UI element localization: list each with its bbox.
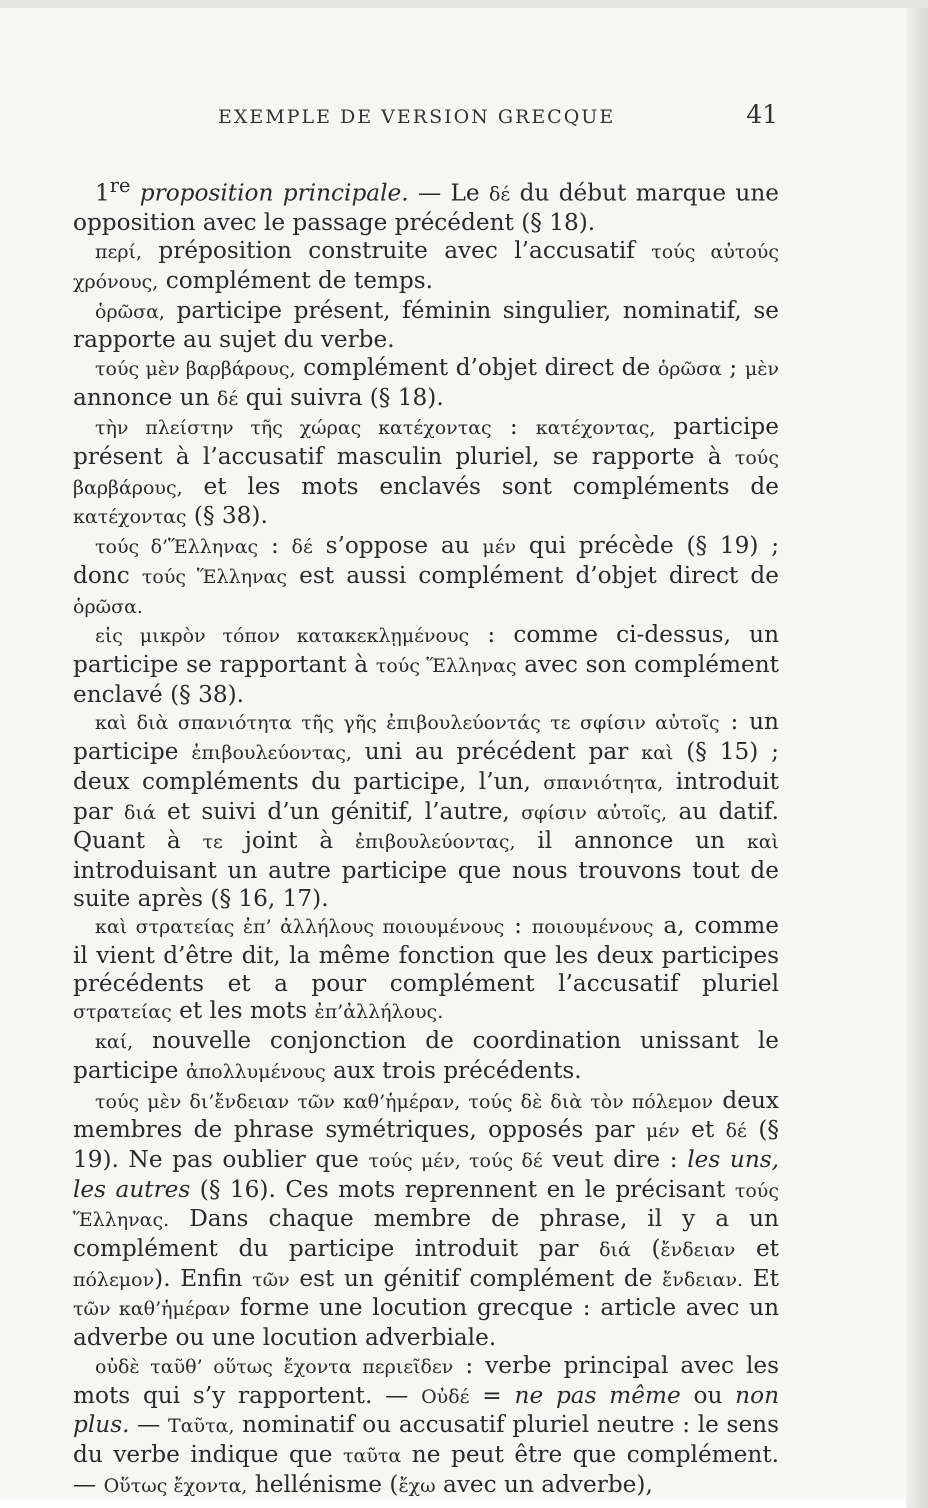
greek-run: διά bbox=[124, 801, 156, 824]
text-run: Dans chaque membre de phrase, il y a un complément du participe introduit par bbox=[73, 1205, 779, 1263]
greek-run: διά bbox=[599, 1239, 631, 1262]
text-run: préposition construite avec l’accusatif bbox=[142, 237, 652, 265]
text-run: qui précède (§ 19) ; donc bbox=[73, 532, 780, 589]
text-run: : bbox=[491, 413, 536, 441]
text-run: participe présent à l’accusatif masculin pluriel, se rapporte à bbox=[73, 413, 779, 471]
greek-run: εἰς μικρὸν τόπον κατακεκλῃμένους bbox=[95, 625, 470, 648]
greek-run: περί, bbox=[95, 241, 142, 264]
italic-run: proposition principale. bbox=[130, 179, 409, 207]
greek-run: ἐπιβουλεύοντας, bbox=[191, 742, 352, 765]
greek-run: μέν bbox=[645, 1120, 680, 1143]
text-run: : un participe bbox=[73, 708, 779, 766]
text-run: complément d’objet direct de bbox=[295, 353, 658, 381]
paragraph-2 bbox=[73, 237, 779, 296]
greek-run: κατέχοντας, bbox=[535, 417, 656, 440]
greek-run: οὐδὲ ταῦθ’ οὕτως ἔχοντα περιεῖδεν bbox=[95, 1355, 454, 1378]
greek-run: ταῦτα bbox=[343, 1444, 402, 1467]
greek-run: ποιουμένους bbox=[531, 916, 654, 939]
greek-run: τούς βαρβάρους, bbox=[73, 447, 779, 499]
greek-run: σπανιότητα, bbox=[543, 771, 664, 794]
text-run: : bbox=[504, 912, 532, 940]
greek-run: Οὐδέ bbox=[421, 1385, 470, 1408]
page-edge bbox=[906, 8, 928, 1508]
greek-run: τούς Ἕλληνας. bbox=[73, 1179, 779, 1232]
text-run: — Le bbox=[408, 179, 489, 207]
text-run: il annonce un bbox=[515, 827, 747, 855]
paragraph-12 bbox=[73, 1352, 779, 1501]
text-run: ; bbox=[721, 353, 745, 381]
paragraph-4 bbox=[73, 354, 779, 413]
paragraph-11 bbox=[73, 1087, 779, 1352]
greek-run: τούς Ἕλληνας bbox=[141, 565, 288, 588]
greek-run: δέ bbox=[725, 1120, 747, 1143]
text-run: et les mots enclavés sont compléments de bbox=[182, 472, 779, 500]
italic-run: non plus. bbox=[73, 1381, 779, 1439]
text-run: = bbox=[469, 1381, 515, 1409]
italic-run: ne pas même bbox=[514, 1381, 681, 1409]
text-run: (§ 15) ; deux compléments du participe, l’un, bbox=[73, 738, 779, 795]
text-run: uni au précédent par bbox=[351, 738, 642, 766]
paragraph-10 bbox=[73, 1027, 779, 1086]
greek-run: τε bbox=[202, 831, 223, 854]
text-run: avec un adverbe), bbox=[435, 1470, 653, 1498]
text-run: forme une locution grecque : article avec un adverbe ou une locution adverbiale. bbox=[73, 1294, 780, 1352]
text-run: a, comme il vient d’être dit, la même fonction que les deux participes précédents et a pour complément l’accusatif pluriel bbox=[73, 912, 779, 997]
greek-run: ἔνδειαν. bbox=[662, 1268, 744, 1291]
greek-run: καί, bbox=[95, 1031, 134, 1054]
text-run: deux membres de phrase symétriques, opposés par bbox=[73, 1086, 779, 1144]
text-run: (§ 38). bbox=[186, 502, 268, 530]
text-run: Et bbox=[743, 1264, 779, 1292]
text-run: veut dire : bbox=[542, 1145, 688, 1173]
paragraph-3 bbox=[73, 297, 779, 354]
greek-run: τῶν καθ’ἡμέραν bbox=[73, 1298, 231, 1321]
greek-run: κατέχοντας bbox=[73, 506, 187, 529]
italic-run: les uns, les autres bbox=[73, 1145, 780, 1203]
superscript: re bbox=[109, 174, 131, 197]
greek-run: καὶ στρατείας ἐπ’ ἀλλήλους ποιουμένους bbox=[95, 916, 505, 939]
text-run: est un génitif complément de bbox=[289, 1264, 663, 1292]
greek-run: τούς Ἕλληνας bbox=[375, 654, 517, 677]
text-run: ne peut être que complément. — bbox=[73, 1440, 780, 1498]
greek-run: δέ bbox=[291, 536, 313, 559]
text-run: avec son complément enclavé (§ 38). bbox=[73, 650, 779, 708]
paragraph-8 bbox=[73, 708, 779, 912]
text-run: est aussi complément d’objet direct de bbox=[287, 561, 779, 589]
text-run: au datif. Quant à bbox=[73, 797, 779, 855]
text-run: : comme ci-dessus, un participe se rapportant à bbox=[73, 621, 779, 678]
greek-run: στρατείας bbox=[73, 1001, 172, 1024]
greek-run: τὴν πλείστην τῆς χώρας κατέχοντας bbox=[95, 417, 492, 440]
greek-run: μέν bbox=[482, 536, 517, 559]
greek-run: τούς αὐτούς χρόνους, bbox=[73, 241, 779, 293]
greek-run: καὶ bbox=[641, 742, 674, 765]
paragraph-7 bbox=[73, 621, 779, 708]
greek-run: τῶν bbox=[252, 1268, 290, 1291]
text-run: et bbox=[679, 1116, 726, 1144]
greek-run: ὁρῶσα. bbox=[73, 595, 143, 618]
greek-run: τούς μέν, τούς δέ bbox=[368, 1149, 543, 1172]
text-run: ( bbox=[630, 1235, 661, 1263]
text-run: — bbox=[129, 1411, 169, 1439]
greek-run: καὶ διὰ σπανιότητα τῆς γῆς ἐπιβουλεύοντάς τε σφίσιν αὐτοῖς bbox=[95, 712, 720, 735]
text-run: du début marque une opposition avec le passage précédent (§ 18). bbox=[73, 179, 780, 237]
greek-run: ἐπ’ἀλλήλους. bbox=[314, 1001, 444, 1024]
text-run: joint à bbox=[222, 827, 355, 855]
body-text bbox=[73, 172, 779, 1500]
text-run: (§ 16). Ces mots reprennent en le précisant bbox=[190, 1175, 735, 1203]
greek-run: τούς δ’Ἕλληνας bbox=[95, 536, 259, 559]
greek-run: μὲν bbox=[744, 357, 779, 380]
text-run: qui suivra (§ 18). bbox=[238, 383, 444, 411]
paragraph-1 bbox=[73, 172, 779, 237]
greek-run: Ταῦτα, bbox=[168, 1415, 235, 1438]
text-run: ). Enfin bbox=[154, 1264, 253, 1292]
text-run: et les mots bbox=[171, 997, 315, 1025]
paragraph-9 bbox=[73, 912, 779, 1027]
greek-run: Οὕτως ἔχοντα, bbox=[103, 1474, 248, 1497]
greek-run: σφίσιν αὐτοῖς, bbox=[521, 801, 668, 824]
text-run: introduisant un autre participe que nous trouvons tout de suite après (§ 16, 17). bbox=[73, 856, 779, 912]
greek-run: ὁρῶσα bbox=[657, 357, 722, 380]
greek-run: ἐπιβουλεύοντας, bbox=[354, 831, 516, 854]
greek-run: τούς μὲν δι’ἔνδειαν τῶν καθ’ἡμέραν, τούς δὲ διὰ τὸν πόλεμον bbox=[95, 1090, 713, 1113]
text-run: : verbe principal avec les mots qui s’y rapportent. — bbox=[73, 1351, 779, 1409]
text-run: annonce un bbox=[73, 383, 217, 411]
running-head: EXEMPLE DE VERSION GRECQUE bbox=[218, 106, 616, 128]
text-run: nouvelle conjonction de coordination unissant le participe bbox=[73, 1027, 779, 1084]
text-run: aux trois précédents. bbox=[325, 1056, 582, 1084]
text-run: : bbox=[258, 532, 292, 560]
text-run: (§ 19). Ne pas oublier que bbox=[73, 1116, 779, 1173]
text-run: participe présent, féminin singulier, nominatif, se rapporte au sujet du verbe. bbox=[73, 296, 779, 354]
text-run: hellénisme ( bbox=[247, 1470, 399, 1498]
text-run: nominatif ou accusatif pluriel neutre : le sens du verbe indique que bbox=[73, 1411, 779, 1468]
greek-run: τούς μὲν βαρβάρους, bbox=[95, 357, 296, 380]
page-number: 41 bbox=[746, 100, 778, 129]
text-run: et suivi d’un génitif, l’autre, bbox=[155, 797, 522, 825]
paragraph-5 bbox=[73, 413, 779, 532]
greek-run: ἀπολλυμένους bbox=[185, 1060, 326, 1083]
greek-run: ὁρῶσα, bbox=[95, 300, 165, 323]
greek-run: ἔνδειαν bbox=[660, 1239, 736, 1262]
greek-run: δέ bbox=[216, 387, 239, 410]
greek-run: καὶ bbox=[746, 831, 779, 854]
text-run: 1 bbox=[95, 179, 110, 207]
paragraph-6 bbox=[73, 532, 779, 621]
greek-run: ἔχω bbox=[398, 1474, 436, 1497]
text-run: complément de temps. bbox=[158, 266, 434, 294]
page-header bbox=[218, 100, 778, 132]
greek-run: πόλεμον bbox=[73, 1268, 155, 1291]
text-run: introduit par bbox=[73, 767, 779, 825]
text-run: et bbox=[735, 1235, 780, 1263]
greek-run: δέ bbox=[488, 183, 511, 206]
text-run: s’oppose au bbox=[312, 532, 483, 560]
text-run: ou bbox=[680, 1381, 736, 1409]
